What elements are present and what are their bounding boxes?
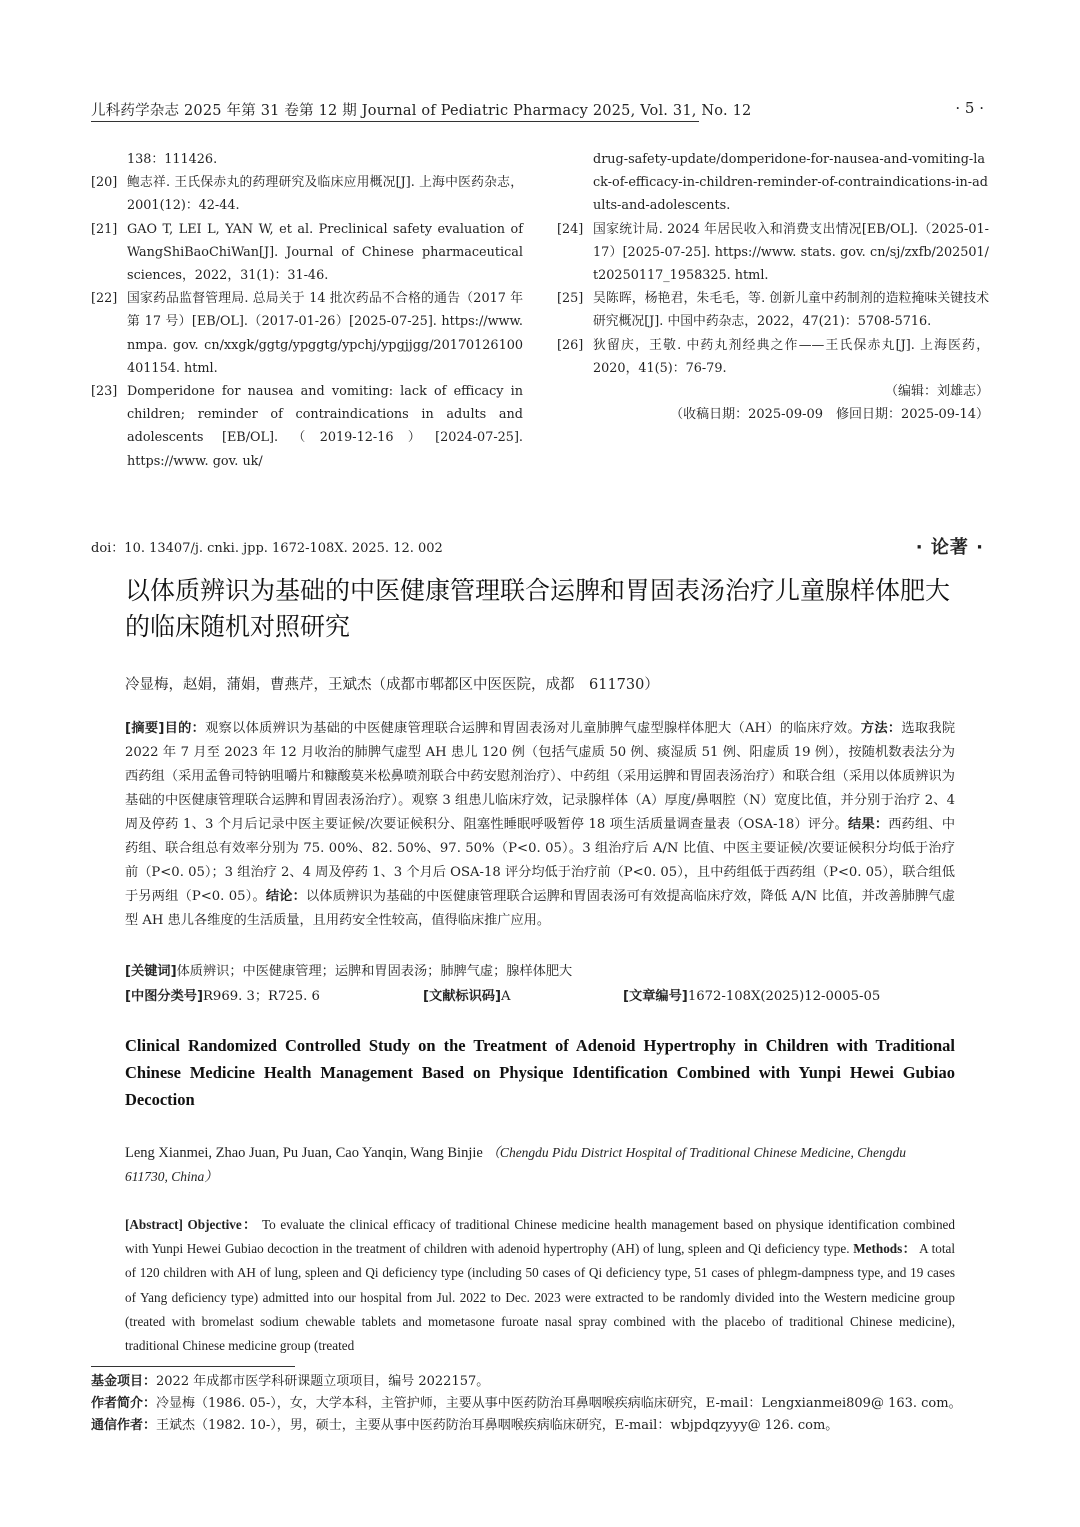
reference-item: [24] 国家统计局. 2024 年居民收入和消费支出情况[EB/OL].（2025-01-17）[2025-07-25]. https://www. stats. gov. cn/sj/zxfb/202501/ t20250117_1958325. html.: [557, 221, 989, 284]
header-rule: [91, 121, 699, 122]
reference-item: 138：111426.: [127, 152, 218, 167]
reference-item: drug-safety-update/domperidone-for-nausea-and-vomiting-lack-of-efficacy-in-children-reminder-of-contraindications-in-adults-and-adolescents.: [593, 152, 988, 214]
reference-item: [20] 鲍志祥. 王氏保赤丸的药理研究及临床应用概况[J]. 上海中医药杂志，2001(12)：42-44.: [91, 175, 523, 214]
references-left-column: [91, 148, 523, 473]
dates-note: （收稿日期：2025-09-09 修回日期：2025-09-14）: [670, 407, 989, 423]
keywords-line: [关键词]体质辨识；中医健康管理；运脾和胃固表汤；肺脾气虚；腺样体肥大: [125, 964, 573, 979]
title-english: Clinical Randomized Controlled Study on the Treatment of Adenoid Hypertrophy in Children with Traditional Chinese Medicine Health Management Based on Physique Identification Combined with Yunpi Hewei Gubiao Decoction: [125, 1036, 955, 1109]
authors-english: Leng Xianmei, Zhao Juan, Pu Juan, Cao Yanqin, Wang Binjie （Chengdu Pidu District Hospital of Traditional Chinese Medicine, Chengdu 611730, China）: [125, 1145, 920, 1184]
section-tag: · 论著 ·: [915, 537, 984, 558]
footnote-correspondence: 通信作者：王斌杰（1982. 10-），男，硕士，主要从事中医药防治耳鼻咽喉疾病临床研究，E-mail：wbjpdqzyyy@ 126. com。: [91, 1418, 839, 1433]
footnote-rule: [91, 1366, 295, 1367]
journal-header: 儿科药学杂志 2025 年第 31 卷第 12 期 Journal of Pediatric Pharmacy 2025, Vol. 31, No. 12: [91, 103, 752, 119]
reference-item: [21] GAO T, LEI L, YAN W, et al. Preclinical safety evaluation of WangShiBaoChiWan[J]. Journal of Chinese pharmaceutical sciences，2022，31(1)：31-46.: [91, 221, 523, 284]
footnote-author: 作者简介：冷显梅（1986. 05-），女，大学本科，主管护师，主要从事中医药防治耳鼻咽喉疾病临床研究，E-mail：Lengxianmei809@ 163. com。: [91, 1396, 962, 1411]
reference-item: [26] 狄留庆，王敬. 中药丸剂经典之作——王氏保赤丸[J]. 上海医药，2020，41(5)：76-79.: [557, 337, 989, 376]
doi: doi：10. 13407/j. cnki. jpp. 1672-108X. 2025. 12. 002: [91, 541, 443, 556]
footnote-funding: 基金项目：2022 年成都市医学科研课题立项项目，编号 2022157。: [91, 1374, 490, 1389]
reference-item: [23] Domperidone for nausea and vomiting: lack of efficacy in children; reminder of contraindications in adults and adolescents [EB/OL].（2019-12-16）[2024-07-25]. https://www. gov. uk/: [91, 384, 523, 469]
references-right-column: [557, 148, 989, 426]
abstract-english: [Abstract] Objective： To evaluate the clinical efficacy of traditional Chinese medicine health management based on physique identification combined with Yunpi Hewei Gubiao decoction in the treatment of children with adenoid hypertrophy (AH) of lung, spleen and Qi deficiency type. Methods： A total of 120 children with AH of lung, spleen and Qi deficiency type (including 50 cases of Qi deficiency type, 51 cases of phlegm-dampness type, and 19 cases of Yang deficiency type) admitted into our hospital from Jul. 2022 to Dec. 2023 were extracted to be randomly divided into the Western medicine group (treated with bromelast sodium chewable tablets and mometasone furoate nasal spray combined with the placebo of traditional Chinese medicine), traditional Chinese medicine group (treated: [125, 1217, 956, 1354]
footnotes: [91, 1371, 991, 1437]
reference-item: [22] 国家药品监督管理局. 总局关于 14 批次药品不合格的通告（2017 年第 17 号）[EB/OL].（2017-01-26）[2025-07-25]. https://www. nmpa. gov. cn/xxgk/ggtg/ypggtg/ypchj/ypgjjgg/20170126100401154. html.: [91, 291, 523, 376]
authors-chinese: 冷显梅，赵娟，蒲娟，曹燕芹，王斌杰（成都市郫都区中医医院，成都 611730）: [125, 677, 659, 693]
reference-item: [25] 吴陈晖，杨艳君，朱毛毛，等. 创新儿童中药制剂的造粒掩味关键技术研究概况[J]. 中国中药杂志，2022，47(21)：5708-5716.: [557, 291, 989, 330]
page-number: · 5 ·: [955, 99, 984, 117]
abstract-chinese: [摘要]目的：观察以体质辨识为基础的中医健康管理联合运脾和胃固表汤对儿童肺脾气虚型腺样体肥大（AH）的临床疗效。方法：选取我院 2022 年 7 月至 2023 年 12 月收治的肺脾气虚型 AH 患儿 120 例（包括气虚质 50 例、痰湿质 51 例、阳虚质 19 例），按随机数表法分为西药组（采用孟鲁司特钠咀嚼片和糠酸莫米松鼻喷剂联合中药安慰剂治疗）、中药组（采用运脾和胃固表汤治疗）和联合组（采用以体质辨识为基础的中医健康管理联合运脾和胃固表汤治疗）。观察 3 组患儿临床疗效，记录腺样体（A）厚度/鼻咽腔（N）宽度比值，并分别于治疗 2、4 周及停药 1、3 个月后记录中医主要证候/次要证候积分、阻塞性睡眠呼吸暂停 18 项生活质量调查量表（OSA-18）评分。结果：西药组、中药组、联合组总有效率分别为 75. 00%、82. 50%、97. 50%（P<0. 05）。3 组治疗后 A/N 比值、中医主要证候/次要证候积分均低于治疗前（P<0. 05）；3 组治疗 2、4 周及停药 1、3 个月后 OSA-18 评分均低于治疗前（P<0. 05），且中药组低于西药组（P<0. 05），联合组低于另两组（P<0. 05）。结论：以体质辨识为基础的中医健康管理联合运脾和胃固表汤可有效提高临床疗效，降低 A/N 比值，并改善肺脾气虚型 AH 患儿各维度的生活质量，且用药安全性较高，值得临床推广应用。: [125, 721, 956, 928]
title-chinese: 以体质辨识为基础的中医健康管理联合运脾和胃固表汤治疗儿童腺样体肥大的临床随机对照研究: [125, 576, 951, 641]
editor-note: （编辑：刘雄志）: [884, 384, 989, 400]
